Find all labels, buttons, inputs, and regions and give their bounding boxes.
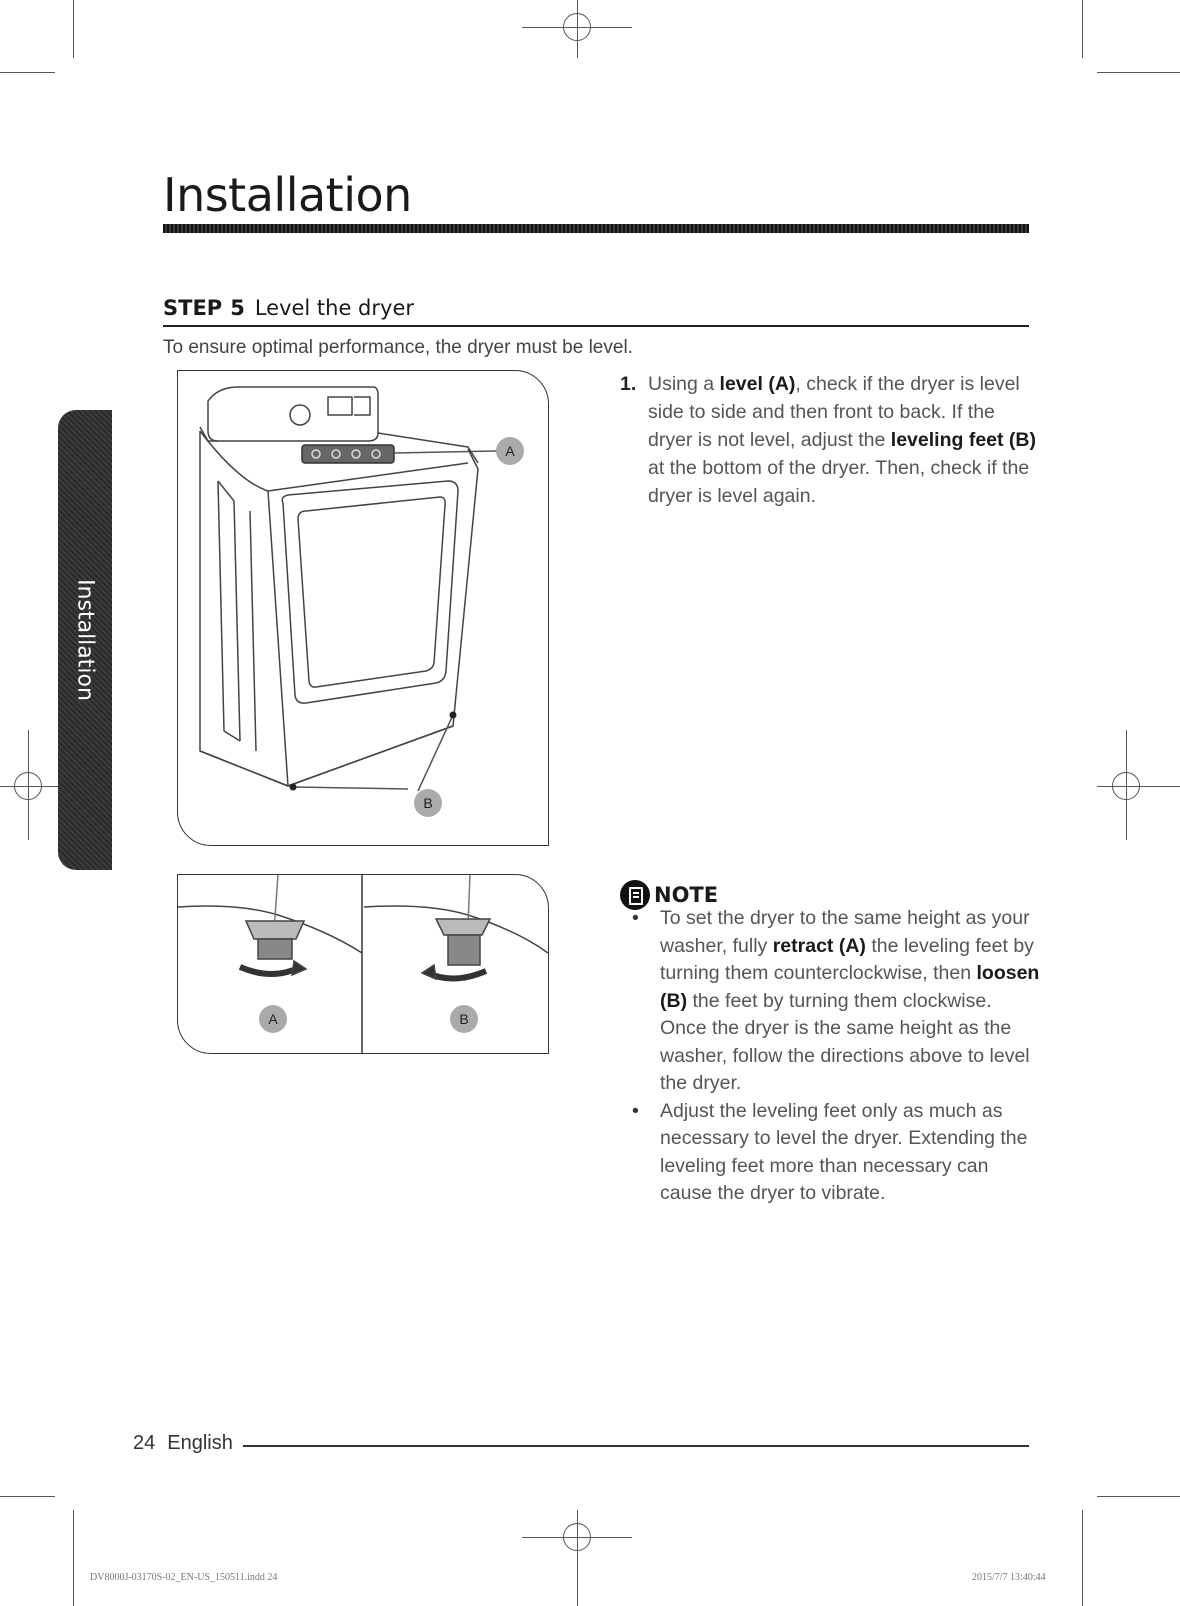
step-title: Level the dryer xyxy=(254,296,415,320)
instruction-text xyxy=(620,370,1040,510)
note-text: Adjust the leveling feet only as much as necessary to level the dryer. Extending the leveling feet more than necessary can cause the dryer to vibrate. xyxy=(660,1099,1028,1204)
callout-a: A xyxy=(268,1011,278,1027)
instruction-text-part: Using a xyxy=(648,373,720,395)
step-intro: To ensure optimal performance, the dryer must be level. xyxy=(163,337,633,358)
step-rule xyxy=(163,325,1029,327)
instruction-bold-level: level (A) xyxy=(719,373,796,395)
note-text-part: the leveling feet by turning them counterclockwise, then xyxy=(660,934,1034,984)
instruction-step-1 xyxy=(620,370,1040,510)
side-tab xyxy=(58,410,112,870)
bullet-icon: • xyxy=(632,1099,639,1122)
callout-b: B xyxy=(459,1011,469,1027)
note-list xyxy=(620,905,1040,1208)
dryer-drawing xyxy=(178,371,548,845)
instruction-number: 1. xyxy=(620,373,637,395)
side-tab-label: Installation xyxy=(72,579,98,701)
instruction-bold-leveling-feet: leveling feet (B) xyxy=(890,429,1036,451)
crop-mark xyxy=(1097,1496,1180,1497)
note-bold-loosen: loosen (B) xyxy=(660,962,1040,1012)
dryer-illustration xyxy=(177,370,549,846)
crop-mark xyxy=(1082,0,1083,58)
registration-circle xyxy=(563,13,591,41)
registration-circle xyxy=(563,1523,591,1551)
crop-mark xyxy=(1097,72,1180,73)
note-label: NOTE xyxy=(654,883,719,907)
crop-mark xyxy=(1082,1510,1083,1606)
callout-b: B xyxy=(423,795,433,811)
note-item xyxy=(620,905,1040,1098)
print-slug-timestamp: 2015/7/7 13:40:44 xyxy=(972,1572,1046,1583)
registration-circle xyxy=(1112,772,1140,800)
note-text-part: the feet by turning them clockwise. Once the dryer is the same height as the washer, follow the directions above to level the dryer. xyxy=(660,989,1030,1094)
footer-language: English xyxy=(167,1432,233,1454)
leveling-feet-drawing xyxy=(178,875,548,1053)
callout-a: A xyxy=(505,443,515,459)
leveling-feet-illustration xyxy=(177,874,549,1054)
registration-circle xyxy=(14,772,42,800)
instruction-text-part: , check if the dryer is level side to side and then front to back. If the dryer is not level, adjust the xyxy=(648,373,1020,451)
step-label: STEP xyxy=(163,296,223,320)
step-heading xyxy=(163,296,414,320)
footer-rule xyxy=(243,1445,1029,1447)
bullet-icon: • xyxy=(632,907,639,929)
page-title: Installation xyxy=(163,168,412,222)
note-text-part: To set the dryer to the same height as your washer, fully xyxy=(660,907,1030,957)
page-number: 24 xyxy=(133,1432,156,1454)
instruction-text-part: at the bottom of the dryer. Then, check if the dryer is level again. xyxy=(648,457,1030,507)
note-item xyxy=(620,1098,1040,1208)
crop-mark xyxy=(0,1496,55,1497)
note-bold-retract: retract (A) xyxy=(772,934,866,957)
title-rule xyxy=(163,224,1029,233)
crop-mark xyxy=(73,0,74,58)
crop-mark xyxy=(73,1510,74,1606)
print-slug-file: DV8000J-03170S-02_EN-US_150511.indd 24 xyxy=(90,1572,278,1583)
crop-mark xyxy=(0,72,55,73)
step-number: 5 xyxy=(230,296,245,320)
page-footer xyxy=(133,1432,233,1455)
